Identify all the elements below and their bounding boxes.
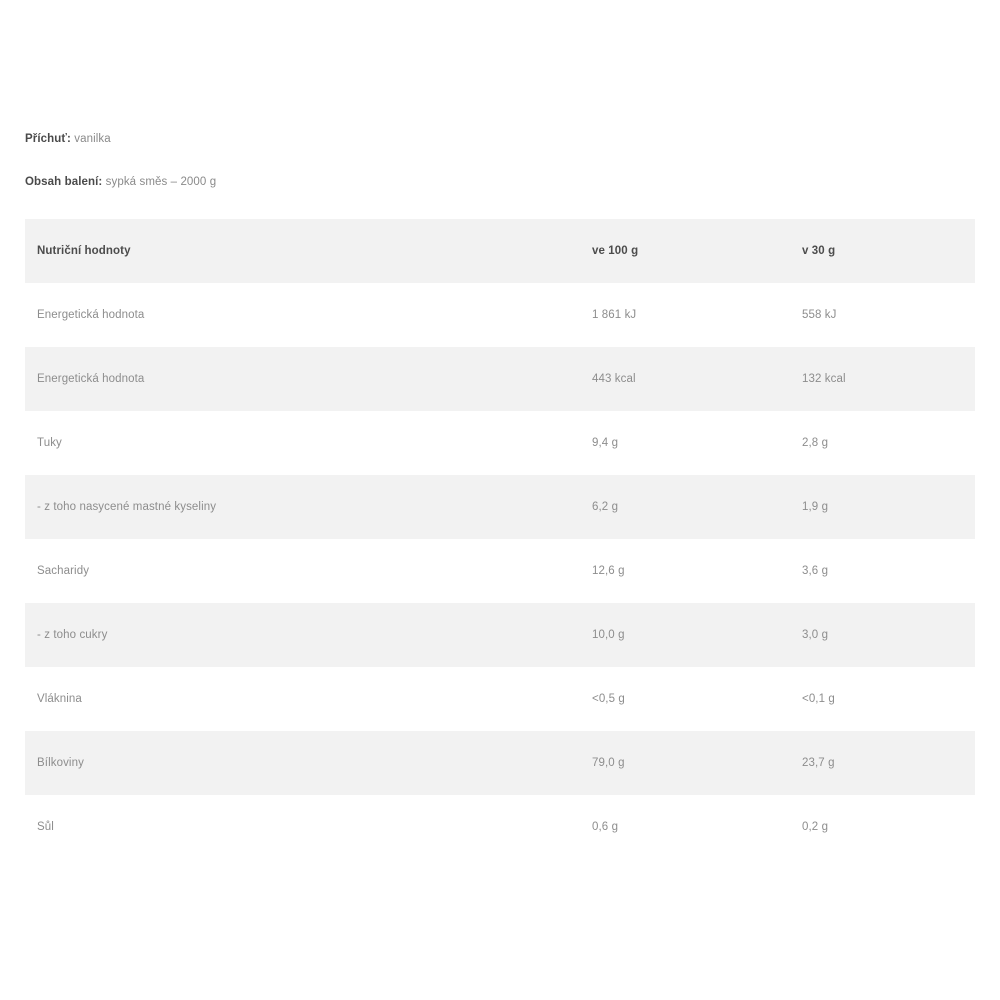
row-per-100g: 10,0 g bbox=[592, 629, 625, 641]
row-per-serving: 1,9 g bbox=[802, 501, 829, 513]
row-per-serving: 3,0 g bbox=[802, 629, 829, 641]
table-row bbox=[25, 347, 975, 411]
table-row bbox=[25, 283, 975, 347]
row-per-serving: 558 kJ bbox=[802, 309, 837, 321]
row-per-100g: 6,2 g bbox=[592, 501, 619, 513]
table-row bbox=[25, 475, 975, 539]
table-header-row bbox=[25, 219, 975, 283]
row-per-serving: 0,2 g bbox=[802, 821, 829, 833]
header-per-serving: v 30 g bbox=[802, 245, 836, 257]
row-per-100g: 12,6 g bbox=[592, 565, 625, 577]
table-row bbox=[25, 795, 975, 859]
row-per-serving: 3,6 g bbox=[802, 565, 829, 577]
table-row bbox=[25, 411, 975, 475]
row-name: - z toho cukry bbox=[37, 629, 108, 641]
header-name: Nutriční hodnoty bbox=[37, 245, 131, 257]
package-label: Obsah balení: bbox=[25, 176, 103, 188]
row-name: Vláknina bbox=[37, 693, 82, 705]
row-per-serving: <0,1 g bbox=[802, 693, 835, 705]
row-per-serving: 23,7 g bbox=[802, 757, 835, 769]
row-name: Energetická hodnota bbox=[37, 309, 145, 321]
table-row bbox=[25, 731, 975, 795]
row-name: Sacharidy bbox=[37, 565, 90, 577]
header-per-100g: ve 100 g bbox=[592, 245, 639, 257]
row-per-100g: 0,6 g bbox=[592, 821, 619, 833]
row-per-serving: 2,8 g bbox=[802, 437, 829, 449]
row-name: Tuky bbox=[37, 437, 62, 449]
row-per-100g: 1 861 kJ bbox=[592, 309, 637, 321]
flavor-label: Příchuť: bbox=[25, 133, 71, 145]
package-value: sypká směs – 2000 g bbox=[105, 176, 217, 188]
row-name: Bílkoviny bbox=[37, 757, 84, 769]
row-per-100g: <0,5 g bbox=[592, 693, 625, 705]
table-row bbox=[25, 539, 975, 603]
row-per-100g: 79,0 g bbox=[592, 757, 625, 769]
table-row bbox=[25, 667, 975, 731]
row-name: - z toho nasycené mastné kyseliny bbox=[37, 501, 217, 513]
package-line bbox=[25, 173, 975, 191]
flavor-value: vanilka bbox=[74, 133, 111, 145]
nutrition-table bbox=[25, 219, 975, 859]
row-name: Energetická hodnota bbox=[37, 373, 145, 385]
row-per-100g: 443 kcal bbox=[592, 373, 636, 385]
flavor-line bbox=[25, 130, 975, 148]
table-row bbox=[25, 603, 975, 667]
row-name: Sůl bbox=[37, 821, 54, 833]
row-per-serving: 132 kcal bbox=[802, 373, 846, 385]
row-per-100g: 9,4 g bbox=[592, 437, 619, 449]
